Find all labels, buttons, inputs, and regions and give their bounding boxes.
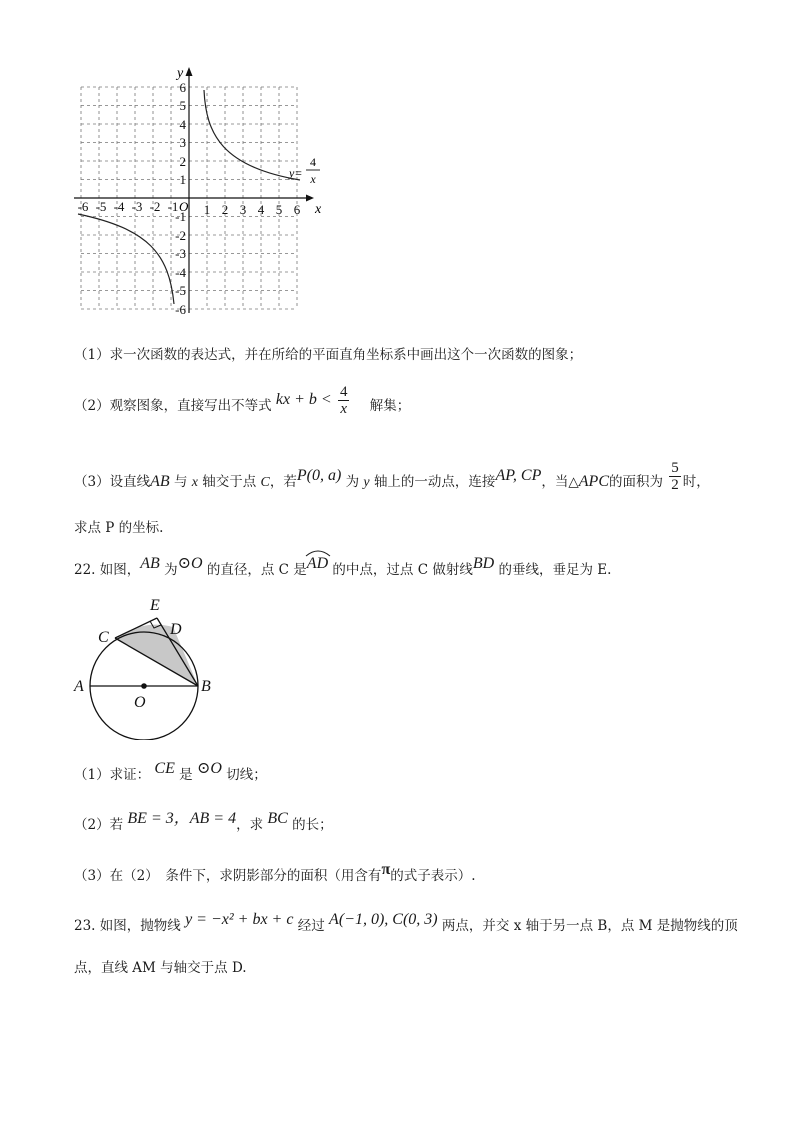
q22-part3 <box>74 861 476 886</box>
label-A: A <box>74 678 84 695</box>
svg-text:-6: -6 <box>77 199 89 214</box>
svg-text:-3: -3 <box>175 246 186 261</box>
points-A-C: A(−1, 0), C(0, 3) <box>329 911 438 928</box>
diameter-AB: AB <box>140 555 160 572</box>
hyperbola-graph <box>70 60 330 315</box>
svg-text:6: 6 <box>179 80 186 95</box>
curve-label-num: 4 <box>310 155 316 169</box>
q21-p3-text-d: ，若 <box>269 474 297 490</box>
given-AB: AB = 4 <box>189 810 237 827</box>
svg-text:-1: -1 <box>167 199 179 214</box>
svg-text:3: 3 <box>179 135 186 150</box>
inequality-frac <box>338 384 350 417</box>
q21-part1 <box>74 345 582 365</box>
q21-p3-text-g: ，当△ <box>541 474 579 490</box>
svg-text:6: 6 <box>293 202 301 217</box>
x-axis-label: x <box>315 202 322 217</box>
circle-O-ref-2: ⊙O <box>196 760 222 777</box>
inequality-lhs: kx + b < <box>275 391 332 408</box>
x-axis <box>74 195 314 202</box>
pi-symbol: π <box>381 861 391 878</box>
label-D: D <box>170 621 182 638</box>
svg-text:5: 5 <box>275 202 283 217</box>
q21-part1-text: （1）求一次函数的表达式，并在所给的平面直角坐标系中画出这个一次函数的图象； <box>74 347 583 363</box>
q22-stem-e: 的垂线，垂足为 E. <box>498 562 612 578</box>
q21-part2 <box>74 384 411 423</box>
svg-text:1: 1 <box>179 172 186 187</box>
area-frac-num: 5 <box>671 460 679 476</box>
given-BE: BE = 3， <box>127 810 190 827</box>
q21-part3 <box>74 460 710 499</box>
arc-AD-text: AD <box>306 555 329 572</box>
ray-BD: BD <box>472 555 495 572</box>
svg-text:-1: -1 <box>175 209 186 224</box>
origin-label: O <box>179 199 189 214</box>
q22-stem <box>74 555 612 580</box>
svg-text:2: 2 <box>221 202 229 217</box>
q22-p2-b: ，求 <box>236 817 264 833</box>
q22-stem-d: 的中点，过点 C 做射线 <box>332 562 473 578</box>
q21-p3-text-b: 与 <box>173 474 188 490</box>
circle-figure <box>70 590 230 740</box>
svg-text:-5: -5 <box>175 283 186 298</box>
q22-stem-b: 为 <box>164 562 178 578</box>
q23-stem <box>74 911 738 936</box>
center-point <box>141 683 147 689</box>
point-P: P(0, a) <box>296 467 342 484</box>
q21-p3-text-c: 轴交于点 <box>202 474 257 490</box>
arc-mark-icon <box>305 549 331 557</box>
q21-part3-line2 <box>74 518 163 538</box>
svg-text:-2: -2 <box>149 199 161 214</box>
x-axis-ref: x <box>191 475 198 490</box>
svg-text:5: 5 <box>179 98 186 113</box>
segments-AP-CP: AP, CP <box>495 467 542 484</box>
svg-text:4: 4 <box>179 117 186 132</box>
svg-text:-4: -4 <box>113 199 125 214</box>
svg-text:2: 2 <box>179 154 186 169</box>
parabola-equation: y = −x² + bx + c <box>185 911 294 928</box>
q22-p3-b: 的式子表示）. <box>390 868 476 884</box>
label-E: E <box>150 597 160 614</box>
q21-p3-text-e: 为 <box>345 474 360 490</box>
svg-text:3: 3 <box>239 202 247 217</box>
q21-p3-text-a: （3）设直线 <box>74 474 151 490</box>
q23-stem-a: 23. 如图，抛物线 <box>74 918 181 934</box>
q21-p3-text-i: 时， <box>682 474 710 490</box>
q22-part1 <box>74 760 267 785</box>
svg-text:1: 1 <box>203 202 211 217</box>
q21-p3-text-h: 的面积为 <box>608 474 663 490</box>
q22-p2-c: 的长； <box>292 817 333 833</box>
q21-part2-suffix: 解集； <box>369 398 411 414</box>
q23-stem-c: 两点，并交 x 轴于另一点 B，点 M 是抛物线的顶 <box>441 918 738 934</box>
q22-stem-a: 22. 如图， <box>74 562 141 578</box>
q22-p1-b: 是 <box>179 767 193 783</box>
y-axis-label: y <box>177 66 184 81</box>
q22-stem-c: 的直径，点 C 是 <box>206 562 307 578</box>
q22-p3-a: （3）在（2） 条件下，求阴影部分的面积（用含有 <box>74 868 382 884</box>
svg-text:-3: -3 <box>131 199 143 214</box>
q21-part2-prefix: （2）观察图象，直接写出不等式 <box>74 398 272 414</box>
frac-numerator: 4 <box>339 384 348 400</box>
curve-label-den: x <box>310 172 316 186</box>
svg-text:-5: -5 <box>95 199 107 214</box>
q22-p2-a: （2）若 <box>74 817 124 833</box>
segment-BC-ref: BC <box>267 810 288 827</box>
frac-denominator: x <box>340 401 348 417</box>
segment-CE-ref: CE <box>154 760 175 777</box>
y-axis <box>186 67 193 313</box>
triangle-APC: APC <box>578 473 609 490</box>
label-O: O <box>134 694 146 711</box>
line-AB: AB <box>150 473 170 490</box>
arc-AD <box>307 554 328 574</box>
label-C: C <box>98 629 109 646</box>
y-axis-ref: y <box>363 475 370 490</box>
curve-label-y: y= <box>289 166 303 180</box>
q22-part2 <box>74 810 333 835</box>
svg-text:-2: -2 <box>175 228 186 243</box>
circle-O-ref: ⊙O <box>177 555 203 572</box>
q21-p3-text-f: 轴上的一动点，连接 <box>373 474 496 490</box>
svg-text:-4: -4 <box>175 265 186 280</box>
q22-p1-a: （1）求证： <box>74 767 151 783</box>
q21-p3-line2-text: 求点 P 的坐标. <box>74 520 164 536</box>
area-frac-den: 2 <box>671 477 679 493</box>
label-B: B <box>201 678 211 695</box>
svg-text:4: 4 <box>257 202 265 217</box>
hyperbola-branch-positive <box>204 90 303 180</box>
q23-stem-line2-text: 点，直线 AM 与轴交于点 D. <box>74 960 247 976</box>
q22-p1-c: 切线； <box>226 767 267 783</box>
q23-stem-b: 经过 <box>297 918 325 934</box>
area-frac <box>669 460 681 493</box>
point-C-ref: C <box>260 475 270 490</box>
svg-text:-6: -6 <box>175 302 186 315</box>
q23-stem-line2 <box>74 958 247 978</box>
